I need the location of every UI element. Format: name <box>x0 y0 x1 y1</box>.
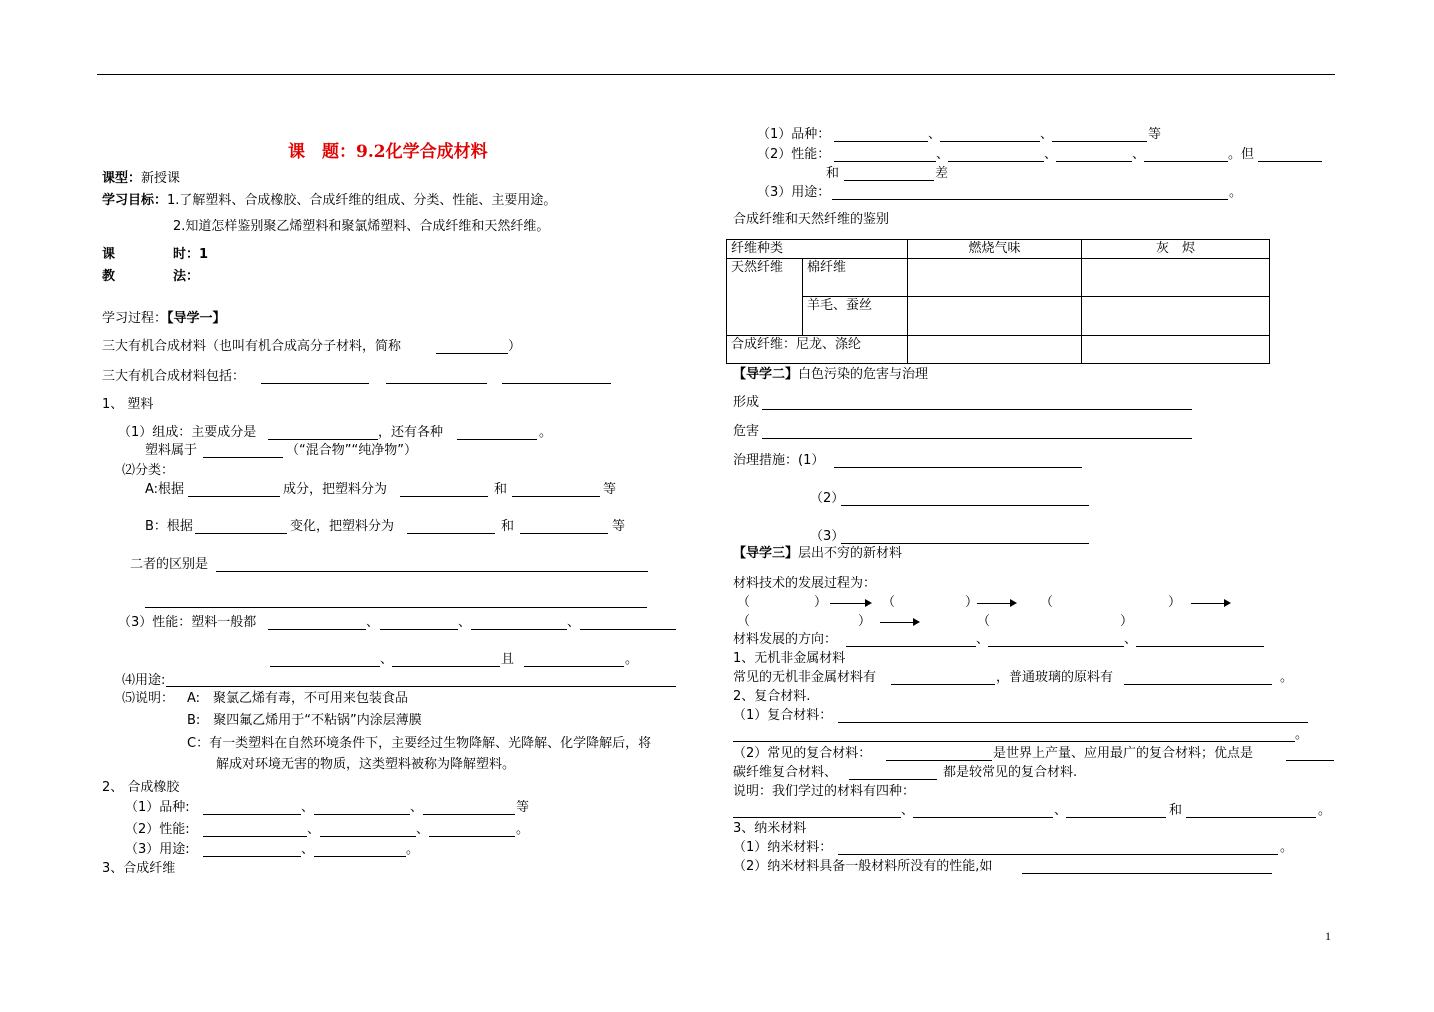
blank[interactable] <box>203 814 301 815</box>
blank[interactable] <box>762 438 1192 439</box>
paren-open: （ <box>1040 595 1054 610</box>
blank[interactable] <box>268 439 378 440</box>
blank[interactable] <box>733 741 1295 742</box>
blank[interactable] <box>512 496 600 497</box>
fiber-heading: 3、合成纤维 <box>102 861 176 876</box>
carbon-fiber: 碳纤维复合材料、 <box>733 765 838 780</box>
class-b: B：根据 <box>145 519 193 534</box>
and: 和 <box>501 519 515 534</box>
note-a: A: 聚氯乙烯有毒，不可用来包装食品 <box>187 691 409 706</box>
identification-title: 合成纤维和天然纤维的鉴别 <box>733 212 890 227</box>
blank[interactable] <box>166 686 676 687</box>
blank[interactable] <box>524 666 624 667</box>
header-rule <box>97 74 1335 75</box>
blank[interactable] <box>261 383 369 384</box>
comma: 、 <box>1054 803 1068 818</box>
plastic-belongs: 塑料属于 <box>145 443 198 458</box>
blank[interactable] <box>195 533 287 534</box>
rubber-heading: 2、 合成橡胶 <box>102 780 180 795</box>
blank[interactable] <box>386 383 487 384</box>
class-a: A:根据 <box>145 482 185 497</box>
blank[interactable] <box>846 646 976 647</box>
etc: 等 <box>603 482 617 497</box>
blank[interactable] <box>203 836 307 837</box>
rubber-uses: （3）用途: <box>125 842 190 857</box>
period: 。 <box>516 822 530 837</box>
measures-label: 治理措施：(1） <box>733 453 825 468</box>
comma: 、 <box>976 632 990 647</box>
plastic-composition: （1）组成：主要成分是 <box>118 425 257 440</box>
process-heading: 学习过程：【导学一】 <box>102 311 226 326</box>
paren-open: （ <box>977 614 991 629</box>
note-c-1: C：有一类塑料在自然环境条件下，主要经过生物降解、光降解、化学降解后，将 <box>187 736 652 751</box>
but: 。但 <box>1228 147 1255 162</box>
poor: 差 <box>935 166 949 181</box>
period: 。 <box>1280 670 1294 685</box>
composite-heading: 2、复合材料. <box>733 689 811 704</box>
plastic-heading: 1、 塑料 <box>102 397 154 412</box>
blank[interactable] <box>834 141 928 142</box>
arrow-icon <box>880 622 918 623</box>
table-cell[interactable] <box>908 297 1082 336</box>
blank[interactable] <box>400 496 488 497</box>
blank[interactable] <box>216 571 648 572</box>
period: 。 <box>1229 185 1243 200</box>
intro-1: 三大有机合成材料（也叫有机合成高分子材料，简称 <box>102 339 402 354</box>
blank[interactable] <box>320 836 416 837</box>
plastic-uses: ⑷用途: <box>122 673 166 688</box>
blank[interactable] <box>838 854 1278 855</box>
paren-open: （ <box>737 614 751 629</box>
paren-close: ） <box>858 614 872 629</box>
rubber-properties: （2）性能: <box>125 822 190 837</box>
comma: 、 <box>366 615 380 630</box>
inorganic-heading: 1、无机非金属材料 <box>733 651 846 666</box>
comma: 、 <box>416 822 430 837</box>
common-composite: （2）常见的复合材料： <box>733 746 872 761</box>
and: 和 <box>1169 803 1183 818</box>
blank[interactable] <box>1022 873 1272 874</box>
blank[interactable] <box>841 543 1089 544</box>
nano-definition: （1）纳米材料： <box>733 840 833 855</box>
blank[interactable] <box>145 607 647 608</box>
blank[interactable] <box>913 817 1053 818</box>
blank[interactable] <box>314 856 406 857</box>
blank[interactable] <box>1286 760 1334 761</box>
and-qie: 且 <box>501 652 515 667</box>
measure-2: （2） <box>810 491 845 506</box>
blank[interactable] <box>270 666 380 667</box>
formation-label: 形成 <box>733 395 760 410</box>
blank[interactable] <box>1186 817 1316 818</box>
blank[interactable] <box>436 353 508 354</box>
blank[interactable] <box>502 383 611 384</box>
fiber-uses: （3）用途： <box>757 185 831 200</box>
table-cell[interactable] <box>1082 259 1270 297</box>
note-c-2: 解成对环境无害的物质，这类塑料被称为降解塑料。 <box>216 757 516 772</box>
blank[interactable] <box>471 629 567 630</box>
nano-properties: （2）纳米材料具备一般材料所没有的性能,如 <box>733 859 993 874</box>
comma: 、 <box>936 147 950 162</box>
table-header-smell: 燃烧气味 <box>908 240 1082 259</box>
note-b: B: 聚四氟乙烯用于“不粘锅”内涂层薄膜 <box>187 713 422 728</box>
blank[interactable] <box>834 467 1082 468</box>
glass-materials: ，普通玻璃的原料有 <box>996 670 1114 685</box>
comma: 、 <box>901 803 915 818</box>
method-label-b: 法： <box>173 269 200 284</box>
paren-close: ） <box>965 595 979 610</box>
period: 。 <box>625 652 639 667</box>
rubber-varieties: （1）品种: <box>125 800 190 815</box>
composite-common-note: 都是较常见的复合材料. <box>943 765 1078 780</box>
table-header-type: 纤维种类 <box>727 240 908 259</box>
table-cell[interactable] <box>908 259 1082 297</box>
plastic-composition-2: ，还有各种 <box>378 425 444 440</box>
blank[interactable] <box>188 496 280 497</box>
table-cell[interactable] <box>1082 297 1270 336</box>
blank[interactable] <box>423 814 515 815</box>
plastic-properties: （3）性能：塑料一般都 <box>118 615 257 630</box>
class-a-2: 成分，把塑料分为 <box>283 482 388 497</box>
fiber-varieties: （1）品种： <box>757 127 831 142</box>
direction-label: 材料发展的方向： <box>733 632 838 647</box>
comma: 、 <box>1044 147 1058 162</box>
blank[interactable] <box>1144 161 1228 162</box>
comma: 、 <box>301 800 315 815</box>
composite-definition: （1）复合材料： <box>733 708 833 723</box>
blank[interactable] <box>948 161 1044 162</box>
blank[interactable] <box>1258 161 1322 162</box>
period: 。 <box>1318 803 1332 818</box>
blank[interactable] <box>580 629 676 630</box>
etc: 等 <box>1148 127 1162 142</box>
comma: 、 <box>1124 632 1138 647</box>
blank[interactable] <box>886 760 992 761</box>
intro-2: 三大有机合成材料包括： <box>102 369 246 384</box>
period: 。 <box>1295 727 1309 742</box>
guide-2-heading: 【导学二】白色污染的危害与治理 <box>733 367 929 382</box>
arrow-icon <box>977 603 1015 604</box>
method-label-a: 教 <box>102 269 116 284</box>
blank[interactable] <box>849 779 937 780</box>
blank[interactable] <box>832 199 1228 200</box>
blank[interactable] <box>1136 646 1264 647</box>
blank[interactable] <box>940 141 1040 142</box>
blank[interactable] <box>203 457 283 458</box>
course-type: 课型：新授课 <box>102 171 181 186</box>
table-natural-fiber: 天然纤维 <box>727 259 803 336</box>
blank[interactable] <box>429 836 515 837</box>
blank[interactable] <box>841 505 1089 506</box>
comma: 、 <box>380 652 394 667</box>
development-label: 材料技术的发展过程为： <box>733 576 877 591</box>
blank[interactable] <box>1056 161 1132 162</box>
table-header-ash: 灰 烬 <box>1082 240 1270 259</box>
comma: 、 <box>458 615 472 630</box>
page-number: 1 <box>1325 929 1331 943</box>
and: 和 <box>494 482 508 497</box>
fiber-identification-table <box>726 239 1270 364</box>
plastic-notes: ⑸说明： <box>122 691 175 706</box>
nano-heading: 3、纳米材料 <box>733 821 807 836</box>
measure-3: （3） <box>810 529 845 544</box>
comma: 、 <box>307 822 321 837</box>
table-cotton: 棉纤维 <box>803 259 908 297</box>
etc: 等 <box>612 519 626 534</box>
paren-open: （ <box>737 595 751 610</box>
paren-close: ） <box>1168 595 1182 610</box>
composite-advantage: 是世界上产量、应用最广的复合材料；优点是 <box>993 746 1254 761</box>
blank[interactable] <box>314 814 410 815</box>
hours-label-b: 时：1 <box>173 247 209 262</box>
blank[interactable] <box>1124 684 1272 685</box>
learning-goal-2: 2.知道怎样鉴别聚乙烯塑料和聚氯烯塑料、合成纤维和天然纤维。 <box>173 219 550 234</box>
blank[interactable] <box>1052 141 1147 142</box>
learning-goal-1: 学习目标：1.了解塑料、合成橡胶、合成纤维的组成、分类、性能、主要用途。 <box>102 193 557 208</box>
hours-label-a: 课 <box>102 247 116 262</box>
comma: 、 <box>1040 127 1054 142</box>
period: 。 <box>539 425 553 440</box>
class-b-2: 变化，把塑料分为 <box>290 519 395 534</box>
plastic-belongs-hint: （“混合物”“纯净物”） <box>286 443 417 458</box>
plastic-classification: ⑵分类： <box>122 463 175 478</box>
table-cell[interactable] <box>1082 336 1270 364</box>
blank[interactable] <box>457 439 537 440</box>
paren-close: ） <box>814 595 828 610</box>
materials-note: 说明：我们学过的材料有四种： <box>733 784 916 799</box>
intro-1-end: ） <box>508 339 522 354</box>
table-wool: 羊毛、蚕丝 <box>803 297 908 336</box>
comma: 、 <box>567 615 581 630</box>
blank[interactable] <box>838 722 1308 723</box>
blank[interactable] <box>762 409 1192 410</box>
paren-close: ） <box>1120 614 1134 629</box>
blank[interactable] <box>392 666 500 667</box>
blank[interactable] <box>380 629 458 630</box>
blank[interactable] <box>844 180 934 181</box>
comma: 、 <box>928 127 942 142</box>
comma: 、 <box>410 800 424 815</box>
comma: 、 <box>1132 147 1146 162</box>
blank[interactable] <box>268 629 366 630</box>
blank[interactable] <box>407 533 495 534</box>
table-cell[interactable] <box>908 336 1082 364</box>
blank[interactable] <box>988 646 1124 647</box>
paren-open: （ <box>882 595 896 610</box>
difference-label: 二者的区别是 <box>130 557 209 572</box>
fiber-properties: （2）性能： <box>757 147 831 162</box>
comma: 、 <box>301 842 315 857</box>
arrow-icon <box>830 603 870 604</box>
arrow-icon <box>1191 603 1229 604</box>
blank[interactable] <box>1066 817 1166 818</box>
and: 和 <box>826 166 840 181</box>
blank[interactable] <box>733 817 901 818</box>
page-title: 课 题：9.2化学合成材料 <box>288 142 488 162</box>
etc: 等 <box>516 800 530 815</box>
harm-label: 危害 <box>733 424 760 439</box>
period: 。 <box>406 842 420 857</box>
table-synthetic-fiber: 合成纤维：尼龙、涤纶 <box>727 336 908 364</box>
period: 。 <box>1280 840 1294 855</box>
blank[interactable] <box>834 161 936 162</box>
inorganic-common: 常见的无机非金属材料有 <box>733 670 877 685</box>
guide-3-heading: 【导学三】层出不穷的新材料 <box>733 546 903 561</box>
blank[interactable] <box>891 684 995 685</box>
blank[interactable] <box>520 533 608 534</box>
blank[interactable] <box>203 856 301 857</box>
